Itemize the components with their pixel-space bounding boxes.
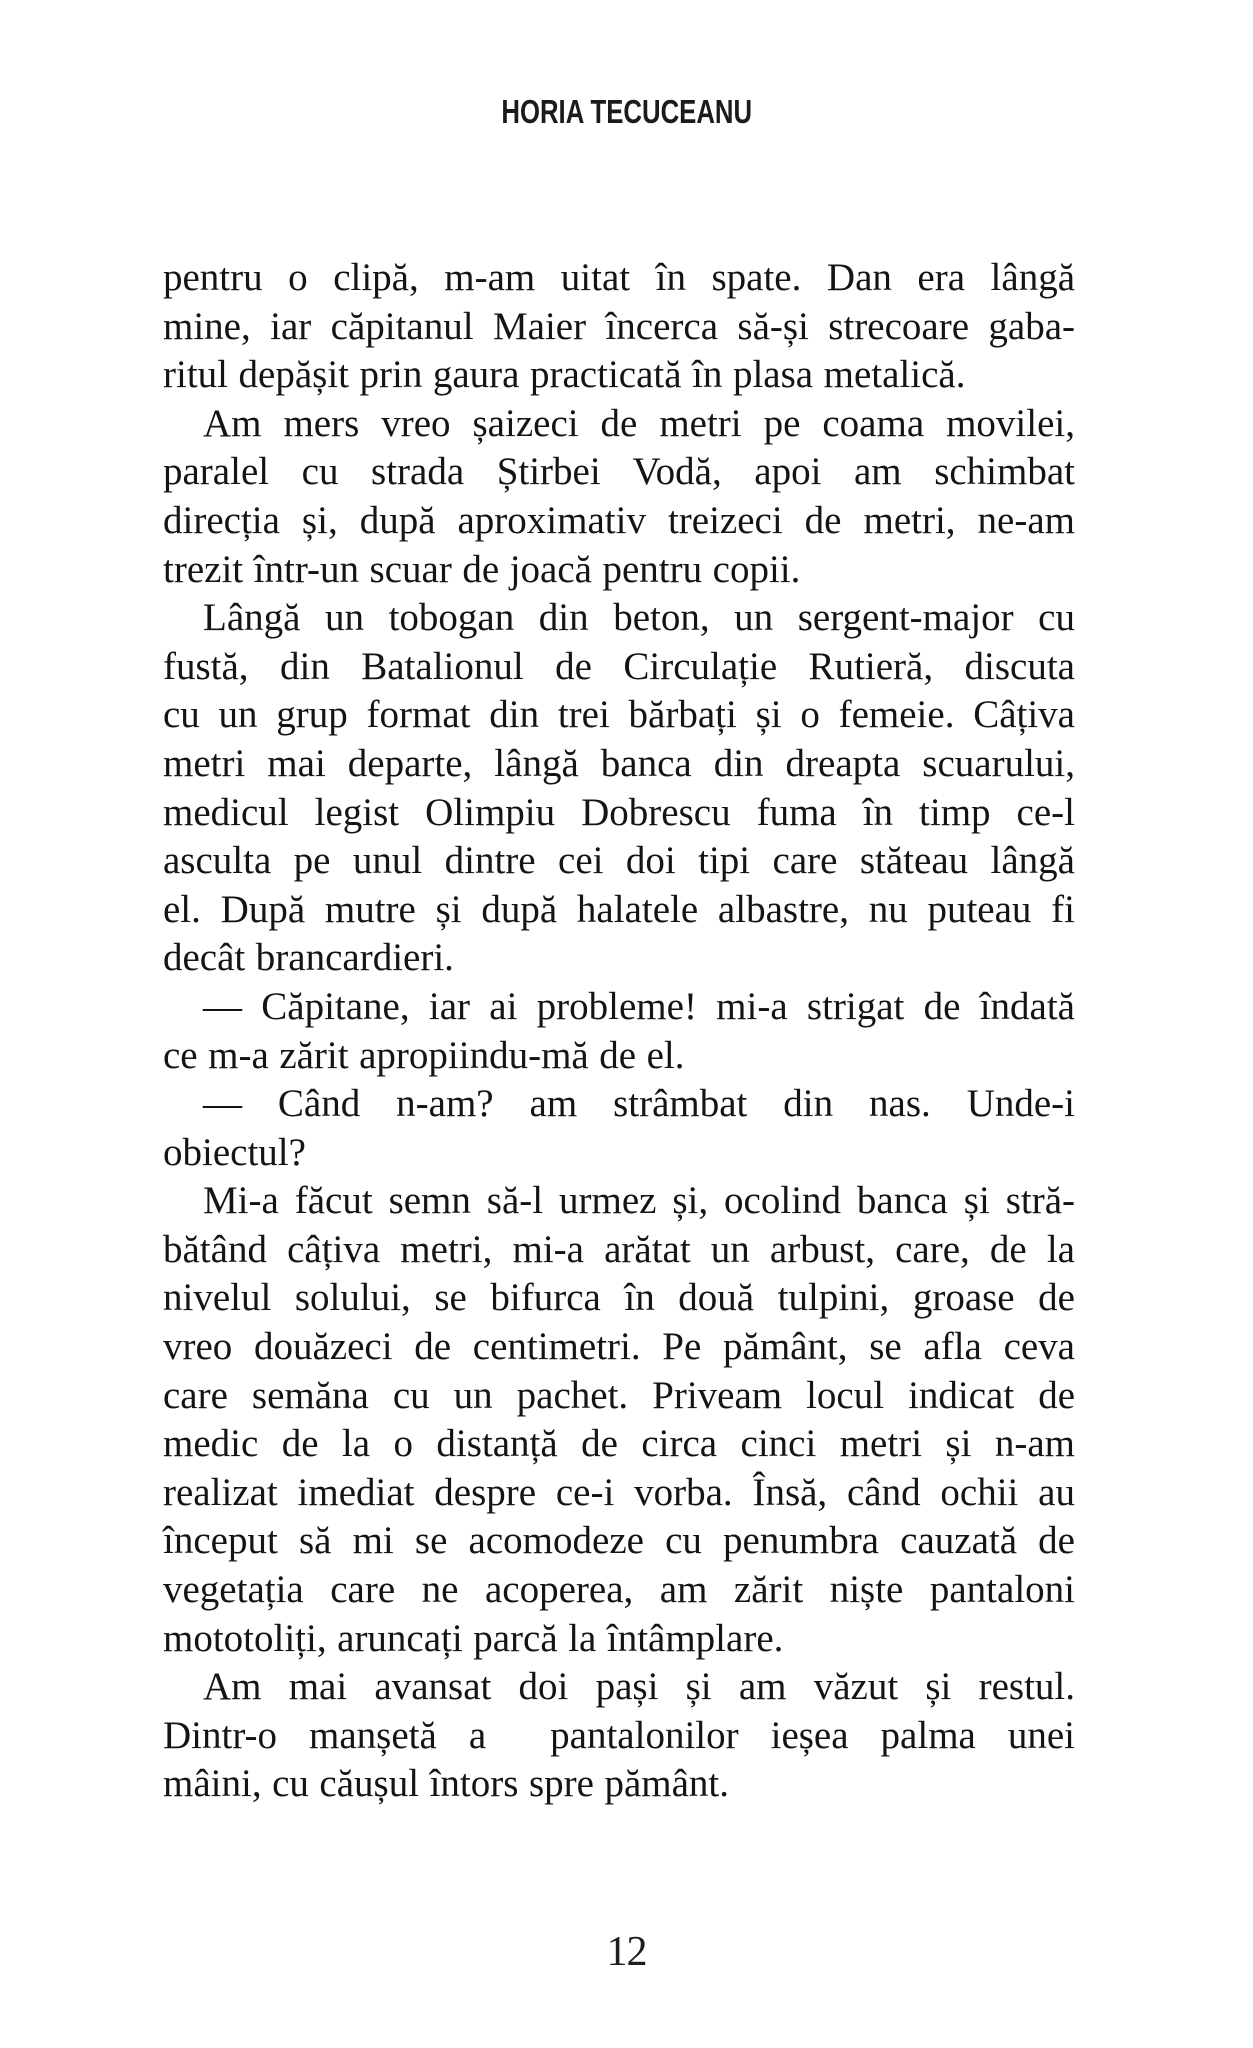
paragraph bbox=[163, 1177, 1075, 1663]
text-line: fustă, din Batalionul de Circulație Rutieră, discuta bbox=[163, 644, 1075, 688]
text-line: Lângă un tobogan din beton, un sergent-major cu bbox=[203, 596, 1075, 640]
text-line: mâini, cu căușul întors spre pământ. bbox=[163, 1762, 730, 1806]
paragraph bbox=[163, 400, 1075, 594]
text-line: — Căpitane, iar ai probleme! mi-a strigat de îndată bbox=[203, 984, 1075, 1028]
text-line: direcția și, după aproximativ treizeci de metri, ne-am bbox=[163, 498, 1075, 542]
text-line: medic de la o distanță de circa cinci metri și n-am bbox=[163, 1422, 1075, 1466]
text-line: care semăna cu un pachet. Priveam locul indicat de bbox=[163, 1373, 1075, 1417]
text-line: Am mers vreo șaizeci de metri pe coama movilei, bbox=[203, 401, 1075, 445]
text-line: ce m-a zărit apropiindu-mă de el. bbox=[163, 1033, 685, 1077]
author-name: HORIA TECUCEANU bbox=[501, 93, 752, 130]
paragraph bbox=[163, 254, 1075, 400]
text-line: ritul depășit prin gaura practicată în plasa metalică. bbox=[163, 353, 966, 397]
text-line: medicul legist Olimpiu Dobrescu fuma în timp ce-l bbox=[163, 790, 1075, 834]
text-line: — Când n-am? am strâmbat din nas. Unde-i bbox=[203, 1082, 1075, 1126]
text-line: el. După mutre și după halatele albastre, nu puteau fi bbox=[163, 887, 1075, 931]
text-line: decât brancardieri. bbox=[163, 936, 454, 980]
paragraph bbox=[163, 594, 1075, 983]
text-line: pentru o clipă, m-am uitat în spate. Dan era lângă bbox=[163, 256, 1075, 299]
paragraph bbox=[163, 983, 1075, 1080]
text-line: Dintr-o manșetă a pantalonilor ieșea palma unei bbox=[163, 1713, 1075, 1757]
text-line: obiectul? bbox=[163, 1130, 306, 1174]
text-line: nivelul solului, se bifurca în două tulpini, groase de bbox=[163, 1276, 1075, 1320]
text-line: bătând câțiva metri, mi-a arătat un arbust, care, de la bbox=[163, 1227, 1075, 1271]
text-line: trezit într-un scuar de joacă pentru copii. bbox=[163, 547, 801, 591]
text-line: început să mi se acomodeze cu penumbra cauzată de bbox=[163, 1519, 1075, 1563]
text-line: cu un grup format din trei bărbați și o femeie. Câțiva bbox=[163, 693, 1075, 737]
text-line: Mi-a făcut semn să-l urmez și, ocolind banca și stră- bbox=[203, 1179, 1075, 1223]
paragraph bbox=[163, 1080, 1075, 1177]
text-line: paralel cu strada Știrbei Vodă, apoi am schimbat bbox=[163, 450, 1075, 494]
text-line: realizat imediat despre ce-i vorba. Însă, când ochii au bbox=[163, 1470, 1075, 1514]
text-line: Am mai avansat doi pași și am văzut și restul. bbox=[203, 1665, 1075, 1709]
text-line: asculta pe unul dintre cei doi tipi care stăteau lângă bbox=[163, 839, 1075, 883]
text-line: vegetația care ne acoperea, am zărit niște pantaloni bbox=[163, 1568, 1075, 1612]
text-line: mototoliți, aruncați parcă la întâmplare. bbox=[163, 1616, 784, 1660]
text-line: metri mai departe, lângă banca din dreapta scuarului, bbox=[163, 741, 1075, 785]
page-number: 12 bbox=[606, 1929, 647, 1975]
text-line: mine, iar căpitanul Maier încerca să-și strecoare gaba- bbox=[163, 304, 1075, 348]
page-body bbox=[163, 254, 1075, 1809]
running-header bbox=[0, 94, 1253, 130]
paragraph bbox=[163, 1663, 1075, 1809]
text-line: vreo douăzeci de centimetri. Pe pământ, se afla ceva bbox=[163, 1325, 1075, 1369]
